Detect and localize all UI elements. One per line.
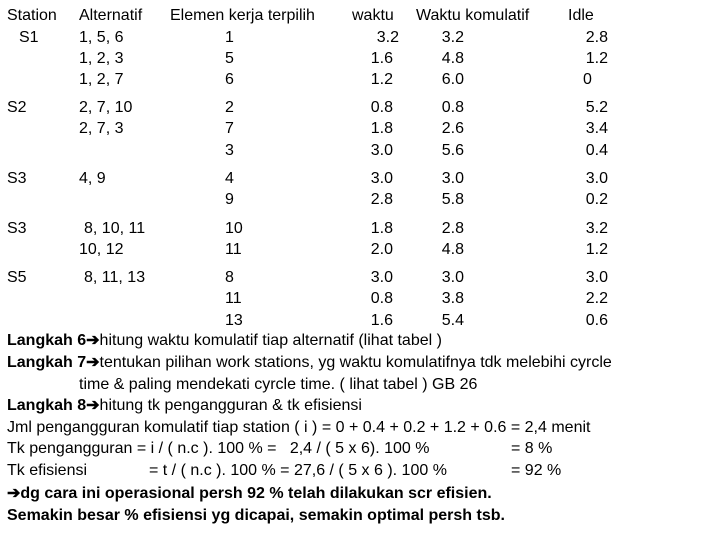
header-idle: Idle — [568, 7, 594, 24]
cell-elemen: 7 — [225, 120, 234, 137]
cell-elemen: 3 — [225, 142, 234, 159]
header-waktu: waktu — [352, 7, 394, 24]
step-langkah-8 — [7, 395, 362, 416]
cell-alternatif: 4, 9 — [79, 170, 106, 187]
station-label: S1 — [19, 29, 39, 46]
arrow-right-icon: ➔ — [7, 485, 21, 502]
tk-efisiensi-formula: = t / ( n.c ). 100 % = 27,6 / ( 5 x 6 ). 100 % — [149, 462, 447, 479]
cell-idle: 1.2 — [585, 241, 608, 258]
cell-idle: 3.0 — [585, 269, 608, 286]
step-text: hitung tk pengangguran & tk efisiensi — [99, 397, 362, 414]
cell-idle: 0 — [583, 71, 592, 88]
cell-elemen: 11 — [225, 241, 242, 258]
cell-komulatif: 3.8 — [441, 290, 464, 307]
cell-komulatif: 0.8 — [441, 99, 464, 116]
step-langkah-7-continuation: time & paling mendekati cyrcle time. ( lihat tabel ) GB 26 — [79, 376, 478, 393]
cell-idle: 0.6 — [585, 312, 608, 329]
cell-waktu: 0.8 — [370, 99, 393, 116]
cell-komulatif: 2.8 — [441, 220, 464, 237]
cell-waktu: 2.0 — [370, 241, 393, 258]
cell-idle: 3.4 — [585, 120, 608, 137]
cell-waktu: 3.0 — [370, 142, 393, 159]
cell-waktu: 0.8 — [370, 290, 393, 307]
station-label: S5 — [7, 269, 27, 286]
cell-komulatif: 3.0 — [441, 170, 464, 187]
cell-komulatif: 5.6 — [441, 142, 464, 159]
station-label: S3 — [7, 170, 27, 187]
cell-waktu: 1.8 — [370, 220, 393, 237]
conclusion-text: dg cara ini operasional persh 92 % telah dilakukan scr efisien. — [20, 485, 492, 502]
cell-idle: 2.2 — [585, 290, 608, 307]
cell-waktu: 1.6 — [370, 312, 393, 329]
cell-elemen: 4 — [225, 170, 234, 187]
conclusion-line-1 — [7, 483, 492, 504]
step-label: Langkah 7 — [7, 354, 87, 371]
cell-waktu: 3.0 — [370, 269, 393, 286]
cell-idle: 2.8 — [585, 29, 608, 46]
station-label: S3 — [7, 220, 27, 237]
arrow-right-icon: ➔ — [86, 332, 100, 349]
cell-waktu: 1.8 — [370, 120, 393, 137]
cell-elemen: 2 — [225, 99, 234, 116]
cell-waktu: 3.2 — [376, 29, 399, 46]
cell-komulatif: 5.8 — [441, 191, 464, 208]
tk-pengangguran-formula: Tk pengangguran = i / ( n.c ). 100 % = 2,4 / ( 5 x 6). 100 % — [7, 440, 430, 457]
station-label: S2 — [7, 99, 27, 116]
cell-idle: 3.2 — [585, 220, 608, 237]
cell-elemen: 1 — [225, 29, 234, 46]
cell-waktu: 3.0 — [370, 170, 393, 187]
cell-elemen: 5 — [225, 50, 234, 67]
cell-idle: 3.0 — [585, 170, 608, 187]
cell-komulatif: 4.8 — [441, 241, 464, 258]
cell-alternatif: 8, 10, 11 — [84, 220, 146, 237]
cell-komulatif: 2.6 — [441, 120, 464, 137]
step-text: tentukan pilihan work stations, yg waktu komulatifnya tdk melebihi cyrcle — [99, 354, 612, 371]
cell-elemen: 11 — [225, 290, 242, 307]
cell-alternatif: 1, 2, 7 — [79, 71, 124, 88]
tk-pengangguran-result: = 8 % — [511, 440, 553, 457]
arrow-right-icon: ➔ — [86, 354, 100, 371]
cell-idle: 1.2 — [585, 50, 608, 67]
tk-efisiensi-result: = 92 % — [511, 462, 562, 479]
cell-alternatif: 1, 2, 3 — [79, 50, 124, 67]
header-elemen: Elemen kerja terpilih — [170, 7, 315, 24]
cell-elemen: 13 — [225, 312, 243, 329]
step-langkah-6 — [7, 330, 442, 351]
tk-efisiensi-label: Tk efisiensi — [7, 462, 88, 479]
header-komulatif: Waktu komulatif — [416, 7, 530, 24]
cell-elemen: 6 — [225, 71, 234, 88]
cell-komulatif: 3.0 — [441, 269, 464, 286]
cell-komulatif: 4.8 — [441, 50, 464, 67]
cell-elemen: 10 — [225, 220, 243, 237]
cell-idle: 0.4 — [585, 142, 608, 159]
header-station: Station — [7, 7, 57, 24]
cell-komulatif: 3.2 — [441, 29, 464, 46]
cell-komulatif: 6.0 — [441, 71, 464, 88]
cell-elemen: 9 — [225, 191, 234, 208]
header-alternatif: Alternatif — [79, 7, 143, 24]
cell-idle: 0.2 — [585, 191, 608, 208]
cell-komulatif: 5.4 — [441, 312, 464, 329]
step-langkah-7 — [7, 352, 612, 373]
cell-waktu: 2.8 — [370, 191, 393, 208]
jml-pengangguran-line: Jml pengangguran komulatif tiap station ( i ) = 0 + 0.4 + 0.2 + 1.2 + 0.6 = 2,4 menit — [7, 419, 591, 436]
cell-alternatif: 8, 11, 13 — [84, 269, 146, 286]
cell-alternatif: 10, 12 — [79, 241, 124, 258]
conclusion-line-2: Semakin besar % efisiensi yg dicapai, semakin optimal persh tsb. — [7, 507, 505, 524]
cell-idle: 5.2 — [585, 99, 608, 116]
cell-alternatif: 2, 7, 3 — [79, 120, 124, 137]
step-label: Langkah 8 — [7, 397, 87, 414]
cell-waktu: 1.2 — [370, 71, 393, 88]
step-label: Langkah 6 — [7, 332, 87, 349]
step-text: hitung waktu komulatif tiap alternatif (lihat tabel ) — [99, 332, 442, 349]
arrow-right-icon: ➔ — [86, 397, 100, 414]
cell-elemen: 8 — [225, 269, 234, 286]
cell-waktu: 1.6 — [370, 50, 393, 67]
cell-alternatif: 2, 7, 10 — [79, 99, 133, 116]
cell-alternatif: 1, 5, 6 — [79, 29, 124, 46]
